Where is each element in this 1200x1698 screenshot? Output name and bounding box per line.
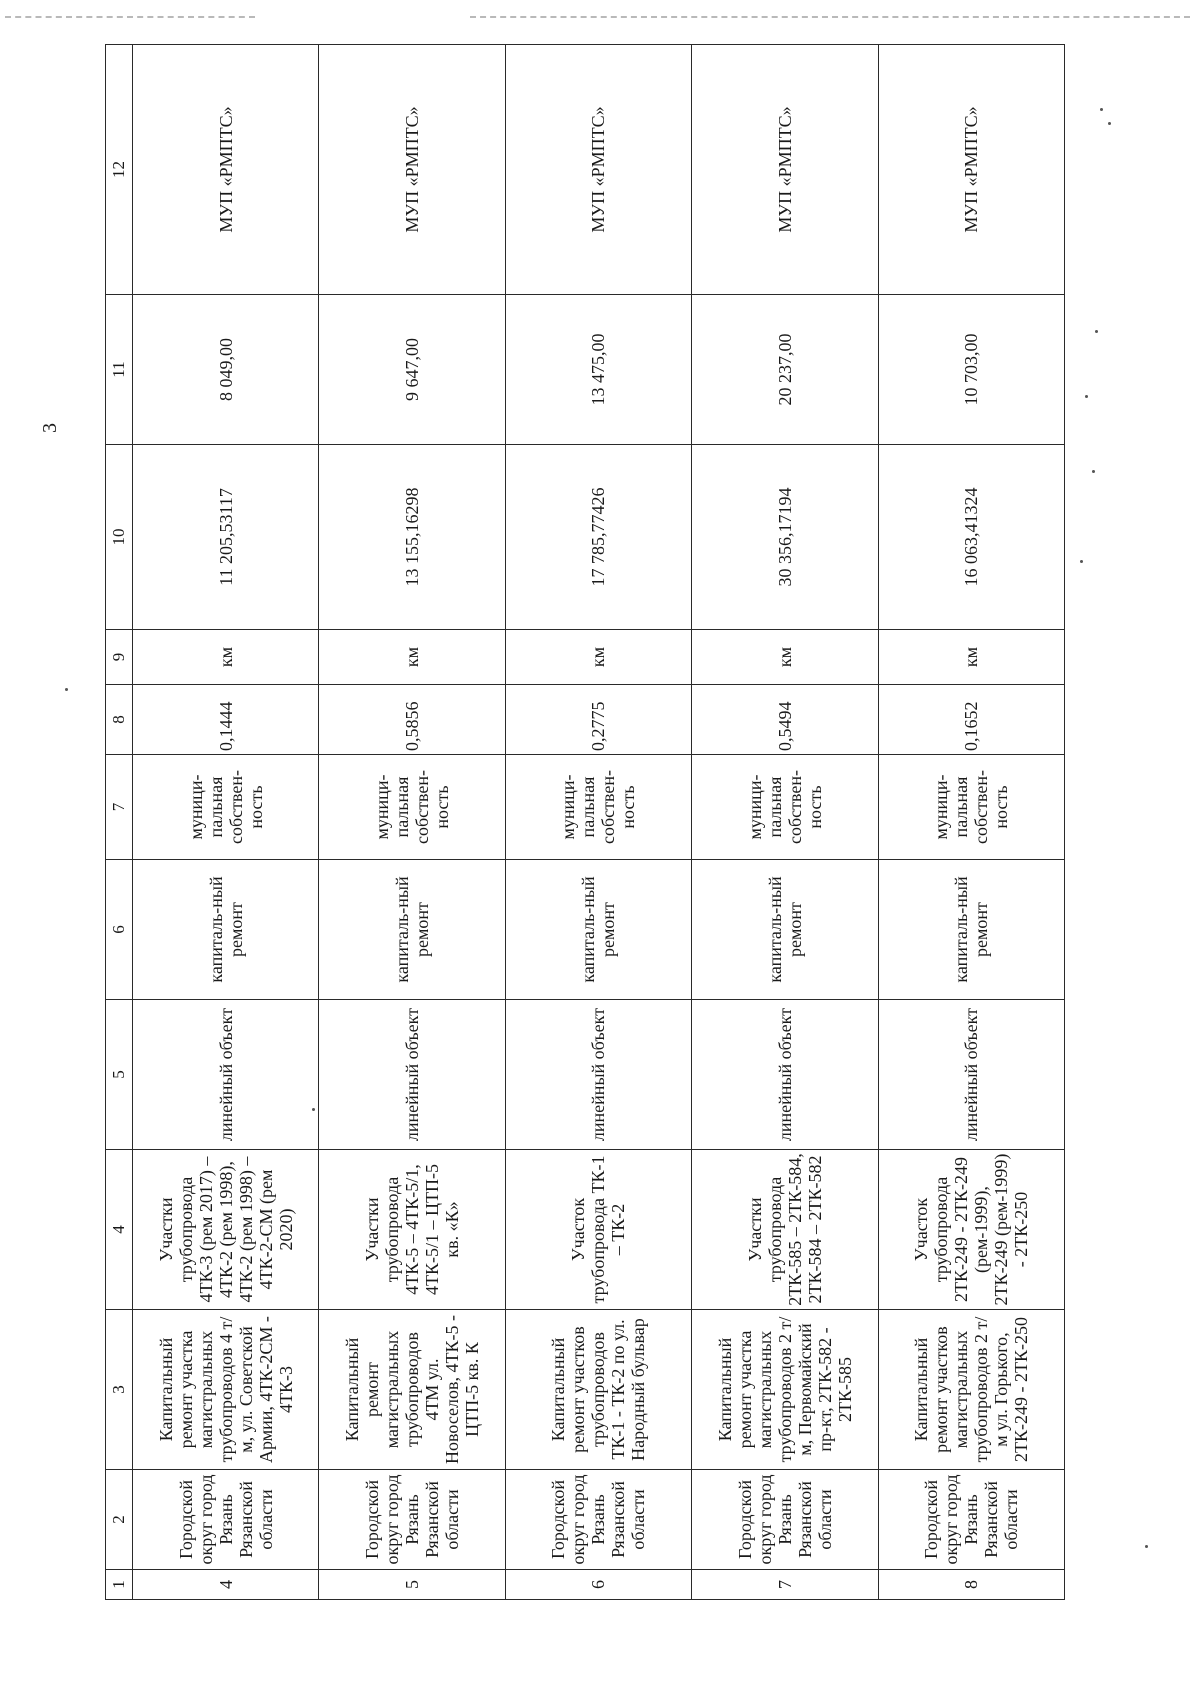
work-type-cell: капиталь-ный ремонт: [319, 860, 505, 1000]
funding-cell: 8 049,00: [133, 295, 319, 445]
column-number-cell: 3: [106, 1310, 133, 1470]
organization-cell: МУП «РМПТС»: [505, 45, 691, 295]
work-type-cell: капиталь-ный ремонт: [133, 860, 319, 1000]
row-number-cell: 6: [505, 1570, 691, 1600]
pipeline-section-cell: Участки трубопровода 4ТК-3 (рем 2017) – 4ТК-2 (рем 1998), 4ТК-2 (рем 1998) – 4ТК-2-СМ (рем 2020): [133, 1150, 319, 1310]
page-number: 3: [39, 423, 61, 433]
funding-cell: 10 703,00: [878, 295, 1064, 445]
unit-cell: км: [505, 630, 691, 685]
work-type-cell: капиталь-ный ремонт: [692, 860, 878, 1000]
territory-cell: Городской округ город Рязань Рязанской области: [692, 1470, 878, 1570]
territory-cell: Городской округ город Рязань Рязанской области: [319, 1470, 505, 1570]
scan-speck: [65, 688, 68, 691]
cost-cell: 13 155,16298: [319, 445, 505, 630]
quantity-cell: 0,1444: [133, 685, 319, 755]
quantity-cell: 0,1652: [878, 685, 1064, 755]
cost-cell: 17 785,77426: [505, 445, 691, 630]
unit-cell: км: [878, 630, 1064, 685]
object-type-cell: линейный объект: [505, 1000, 691, 1150]
funding-cell: 9 647,00: [319, 295, 505, 445]
organization-cell: МУП «РМПТС»: [692, 45, 878, 295]
row-number-cell: 7: [692, 1570, 878, 1600]
column-number-cell: 11: [106, 295, 133, 445]
column-number-cell: 6: [106, 860, 133, 1000]
territory-cell: Городской округ город Рязань Рязанской области: [505, 1470, 691, 1570]
territory-cell: Городской округ город Рязань Рязанской области: [878, 1470, 1064, 1570]
column-number-cell: 12: [106, 45, 133, 295]
unit-cell: км: [133, 630, 319, 685]
territory-cell: Городской округ город Рязань Рязанской области: [133, 1470, 319, 1570]
object-type-cell: линейный объект: [133, 1000, 319, 1150]
scan-speck: [1080, 560, 1083, 563]
unit-cell: км: [692, 630, 878, 685]
pipeline-section-cell: Участок трубопровода 2ТК-249 - 2ТК-249 (рем-1999), 2ТК-249 (рем-1999) - 2ТК-250: [878, 1150, 1064, 1310]
repair-program-table: [105, 44, 1065, 1600]
row-number-cell: 5: [319, 1570, 505, 1600]
scan-artifact-line: [5, 16, 255, 18]
ownership-cell: муници-пальная собствен-ность: [878, 755, 1064, 860]
table-row: [505, 45, 691, 1600]
organization-cell: МУП «РМПТС»: [133, 45, 319, 295]
scan-speck: [1108, 122, 1111, 125]
organization-cell: МУП «РМПТС»: [319, 45, 505, 295]
column-number-cell: 2: [106, 1470, 133, 1570]
organization-cell: МУП «РМПТС»: [878, 45, 1064, 295]
table-row: [692, 45, 878, 1600]
object-type-cell: линейный объект: [692, 1000, 878, 1150]
table-row: [319, 45, 505, 1600]
funding-cell: 13 475,00: [505, 295, 691, 445]
pipeline-section-cell: Участки трубопровода 2ТК-585 – 2ТК-584, 2ТК-584 – 2ТК-582: [692, 1150, 878, 1310]
project-name-cell: Капитальный ремонт участка магистральных трубопроводов 4 т/м, ул. Советской Армии, 4ТК-2СМ - 4ТК-3: [133, 1310, 319, 1470]
project-name-cell: Капитальный ремонт магистральных трубопроводов 4ТМ ул. Новоселов, 4ТК-5 - ЦТП-5 кв. К: [319, 1310, 505, 1470]
object-type-cell: линейный объект: [319, 1000, 505, 1150]
cost-cell: 11 205,53117: [133, 445, 319, 630]
table-area: [105, 45, 1065, 1600]
column-number-row: [106, 45, 133, 1600]
column-number-cell: 9: [106, 630, 133, 685]
column-number-cell: 1: [106, 1570, 133, 1600]
column-number-cell: 4: [106, 1150, 133, 1310]
quantity-cell: 0,2775: [505, 685, 691, 755]
scan-speck: [1145, 1545, 1148, 1548]
object-type-cell: линейный объект: [878, 1000, 1064, 1150]
project-name-cell: Капитальный ремонт участка магистральных трубопроводов 2 т/м, Первомайский пр-кт, 2ТК-582 - 2ТК-585: [692, 1310, 878, 1470]
ownership-cell: муници-пальная собствен-ность: [692, 755, 878, 860]
quantity-cell: 0,5494: [692, 685, 878, 755]
column-number-cell: 7: [106, 755, 133, 860]
table-row: [133, 45, 319, 1600]
quantity-cell: 0,5856: [319, 685, 505, 755]
column-number-cell: 5: [106, 1000, 133, 1150]
scan-artifact-line: [470, 16, 1190, 18]
cost-cell: 30 356,17194: [692, 445, 878, 630]
project-name-cell: Капитальный ремонт участков трубопроводов ТК-1 - ТК-2 по ул. Народный бульвар: [505, 1310, 691, 1470]
project-name-cell: Капитальный ремонт участков магистральных трубопроводов 2 т/м ул. Горького, 2ТК-249 - 2ТК-250: [878, 1310, 1064, 1470]
work-type-cell: капиталь-ный ремонт: [878, 860, 1064, 1000]
ownership-cell: муници-пальная собствен-ность: [319, 755, 505, 860]
cost-cell: 16 063,41324: [878, 445, 1064, 630]
scan-speck: [1085, 395, 1088, 398]
scan-speck: [1095, 330, 1098, 333]
funding-cell: 20 237,00: [692, 295, 878, 445]
unit-cell: км: [319, 630, 505, 685]
work-type-cell: капиталь-ный ремонт: [505, 860, 691, 1000]
row-number-cell: 4: [133, 1570, 319, 1600]
ownership-cell: муници-пальная собствен-ность: [505, 755, 691, 860]
scan-speck: [1100, 108, 1103, 111]
pipeline-section-cell: Участок трубопровода ТК-1 – ТК-2: [505, 1150, 691, 1310]
table-row: [878, 45, 1064, 1600]
ownership-cell: муници-пальная собствен-ность: [133, 755, 319, 860]
column-number-cell: 8: [106, 685, 133, 755]
row-number-cell: 8: [878, 1570, 1064, 1600]
scan-speck: [1092, 470, 1095, 473]
pipeline-section-cell: Участки трубопровода 4ТК-5 – 4ТК-5/1, 4ТК-5/1 – ЦТП-5 кв. «К»: [319, 1150, 505, 1310]
column-number-cell: 10: [106, 445, 133, 630]
